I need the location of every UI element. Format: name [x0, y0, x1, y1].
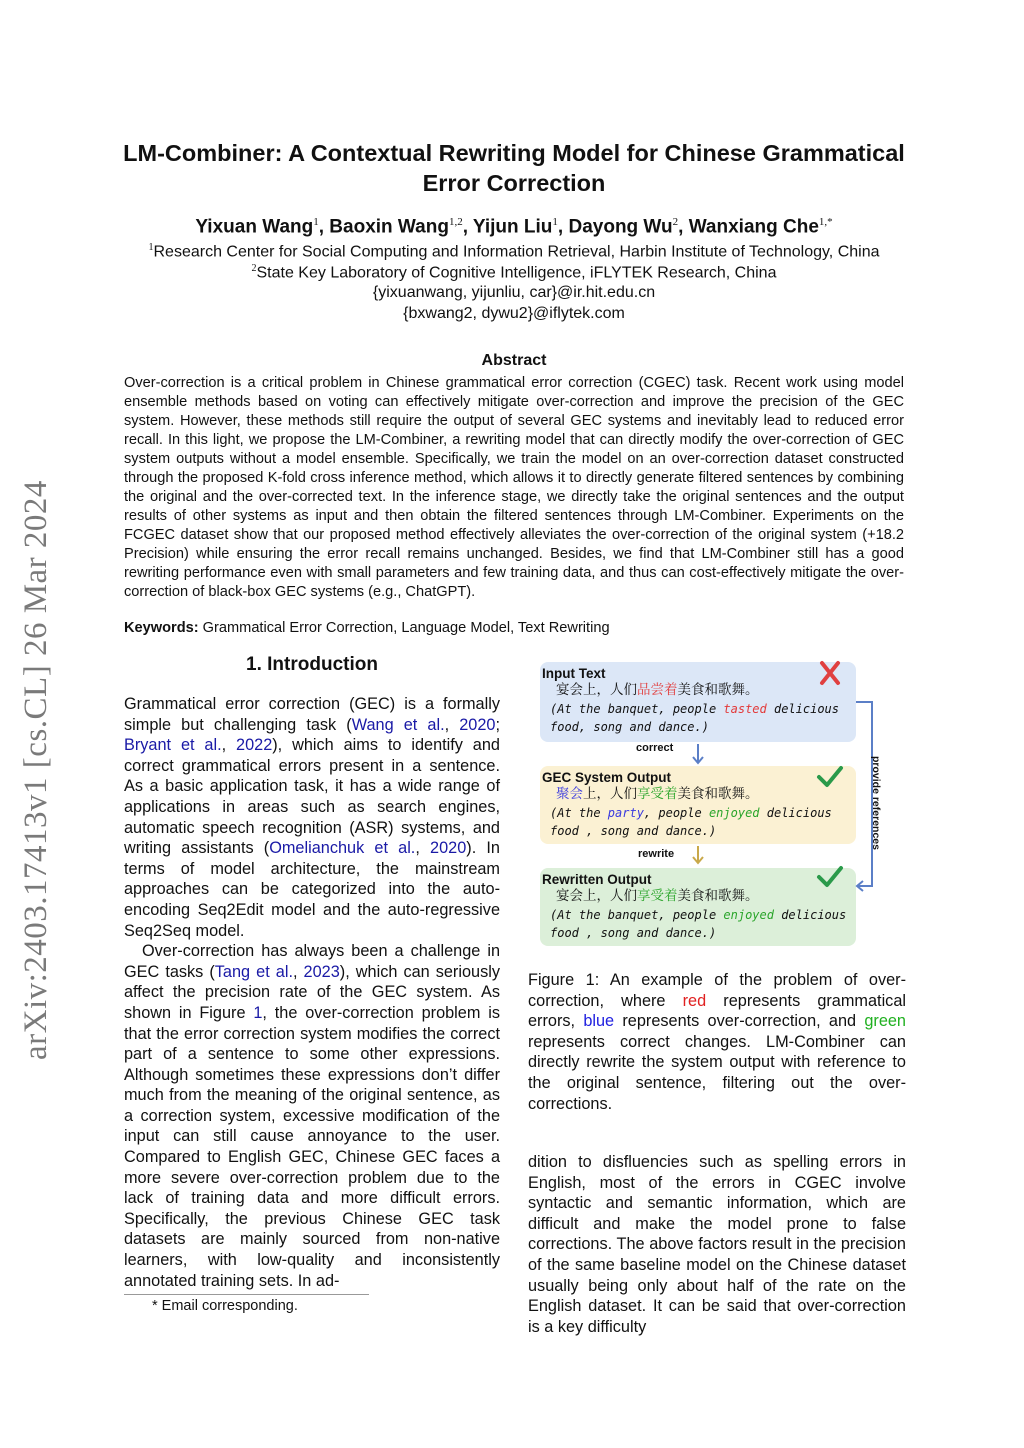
check-icon	[816, 864, 844, 890]
box-title: Rewritten Output	[542, 872, 652, 887]
text-run: Grammatical error correction (GEC) is a formally simple but challenging task (	[124, 695, 500, 734]
text-run: (At the	[550, 806, 608, 820]
citation-link[interactable]	[215, 963, 340, 981]
box-title: Input Text	[542, 666, 606, 681]
author-list: Yixuan Wang$^1$, Baoxin Wang$^{1,2}$, Yijun Liu$^1$, Dayong Wu$^2$, Wanxiang Che$^{1,*}$	[195, 216, 833, 238]
correct-change-span: 享受着	[637, 786, 678, 802]
footnote: * Email corresponding.	[152, 1298, 298, 1314]
chinese-sentence	[542, 681, 854, 700]
footnote-divider	[124, 1294, 369, 1295]
provide-references-label-box	[864, 756, 884, 866]
input-text-box	[540, 662, 856, 742]
text-run: represents over-correction, and	[614, 1012, 865, 1031]
paper-title: LM-Combiner: A Contextual Rewriting Model for Chinese Grammatical Error Correction	[123, 140, 905, 196]
text-run: 上，人们	[583, 786, 637, 802]
text-run: Figure 1: An example of the problem of over-correction, where	[528, 971, 906, 1010]
affiliation-text: State Key Laboratory of Cognitive Intelligence, iFLYTEK Research, China	[256, 264, 777, 282]
abstract-heading: Abstract	[481, 352, 547, 369]
correct-change-span: enjoyed	[723, 908, 774, 922]
text-run: delicious food , song and dance.)	[550, 908, 847, 940]
english-translation	[542, 804, 854, 840]
text-run: 宴会上，人们	[556, 888, 637, 904]
citation-link[interactable]	[269, 839, 466, 857]
text-run: represents correct changes. LM-Combiner can directly rewrite the system output with reference to the original sentence, filtering out the over-corrections.	[528, 1032, 906, 1113]
keywords-text: Grammatical Error Correction, Language Model, Text Rewriting	[202, 620, 610, 636]
arrow-down-icon	[688, 844, 708, 868]
text-run: 宴会上，人们	[556, 682, 637, 698]
email-line-2: {bxwang2, dywu2}@iflytek.com	[403, 305, 625, 322]
keywords-label: Keywords:	[124, 620, 199, 636]
overcorrection-span: 聚会	[556, 786, 583, 802]
citation-author: Omelianchuk et al.	[269, 839, 416, 858]
correct-change-span: enjoyed	[708, 806, 760, 820]
text-run: ,	[292, 962, 304, 981]
text-run: ). In terms of model architecture, the mainstream approaches can be categorized into the auto-encoding Seq2Edit model and the auto-regressive Seq2Seq model.	[124, 839, 500, 940]
author-name: Baoxin Wang	[329, 216, 449, 238]
author-affiliation-mark: 1,2	[448, 216, 463, 228]
text-run: Over-correction has always been a challenge in GEC tasks (	[124, 942, 500, 981]
intro-paragraph-1	[124, 694, 500, 941]
author-name: Wanxiang Che	[688, 216, 819, 238]
caption-red-word: red	[682, 991, 707, 1010]
author-name: Yijun Liu	[472, 216, 553, 238]
arrow-down-icon	[688, 742, 708, 768]
citation-year: 2022	[236, 736, 273, 755]
author-affiliation-mark: 1	[313, 216, 319, 228]
citation-author: Bryant et al.	[124, 736, 222, 755]
text-run: delicious food , song and dance.)	[550, 806, 832, 838]
author-name: Yixuan Wang	[195, 216, 314, 238]
citation-year: 2020	[430, 839, 467, 858]
chinese-sentence	[542, 887, 854, 906]
affiliation-text: Research Center for Social Computing and Information Retrieval, Harbin Institute of Technology, China	[153, 243, 880, 261]
caption-blue-word: blue	[583, 1012, 615, 1031]
affiliation-mark: 1	[148, 242, 154, 253]
text-run: , the over-correction problem is that the error correction system modifies the correct part of a sentence to some other expressions. Although sometimes these expressions don’t differ much from the meaning of the original sentence, as a correction system, excessive modification of the input can still cause annoyance to the user. Compared to English GEC, Chinese GEC faces a more severe over-correction problem due to the lack of training data and more difficult errors. Specifically, the previous Chinese GEC task datasets are mainly sourced from non-native learners, with low-quality and inconsistently annotated training sets. In ad-	[124, 1003, 500, 1290]
english-translation	[542, 906, 854, 942]
author-affiliation-mark: 1,*	[818, 216, 833, 228]
text-run: ,	[221, 736, 237, 755]
citation-link[interactable]	[124, 736, 272, 754]
citation-link[interactable]	[352, 716, 496, 734]
arxiv-stamp: arXiv:2403.17413v1 [cs.CL] 26 Mar 2024	[18, 480, 54, 1060]
error-span: 品尝着	[637, 682, 678, 698]
author-affiliation-mark: 2	[672, 216, 679, 228]
email-line-1: {yixuanwang, yijunliu, car}@ir.hit.edu.cn	[372, 284, 656, 301]
provide-references-label: provide references	[870, 756, 882, 850]
gec-system-output-box	[540, 766, 856, 844]
author-name: Dayong Wu	[568, 216, 673, 238]
text-run: 美食和歌舞。	[677, 888, 759, 904]
box-title: GEC System Output	[542, 770, 672, 785]
correct-change-span: 享受着	[637, 888, 678, 904]
text-run: ), which aims to identify and correct grammatical errors present in a sentence. As a basic application task, it has a wide range of applications in areas such as search engines, automatic speech recognition (ASR) systems, and writing assistants (	[124, 736, 500, 858]
english-translation	[542, 700, 854, 736]
intro-paragraph-2	[124, 941, 500, 1291]
affiliation-2	[100, 263, 928, 282]
citation-year: 2023	[303, 962, 340, 981]
text-run: , people	[643, 806, 709, 820]
affiliation-1	[100, 242, 928, 261]
author-affiliation-mark: 1	[552, 216, 558, 228]
citation-author: Wang et al.	[351, 715, 445, 734]
text-run: 美食和歌舞。	[677, 682, 759, 698]
affiliation-mark: 2	[251, 263, 257, 274]
text-run: (At the banquet, people	[550, 702, 724, 716]
intro-left-column	[124, 694, 500, 1291]
figure-1	[528, 656, 890, 956]
rewritten-output-box	[540, 868, 856, 946]
correct-arrow-label: correct	[636, 742, 674, 754]
citation-author: Tang et al.	[214, 962, 293, 981]
text-run: represents grammatical errors,	[528, 991, 906, 1031]
cross-icon	[818, 660, 842, 686]
keywords	[124, 620, 904, 636]
abstract-body: Over-correction is a critical problem in Chinese grammatical error correction (CGEC) task. Recent work using model ensemble methods based on voting can effectively mitigate over-correction and improve the precision of the GEC system. However, these methods still require the output of several GEC systems and inevitably lead to reduced error recall. In this light, we propose the LM-Combiner, a rewriting model that can directly modify the over-correction of GEC system outputs without a model ensemble. Specifically, we train the model on an over-correction dataset constructed through the proposed K-fold cross inference method, which allows it to directly generate filtered sentences by combining the original and the over-corrected text. In the inference stage, we directly take the original sentences and the output results of other systems as input and then obtain the filtered sentences through LM-Combiner. Experiments on the FCGEC dataset show that our proposed method effectively alleviates the over-correction of the original system (+18.2 Precision) while ensuring the error recall remains unchanged. Besides, we find that LM-Combiner still has a good rewriting performance even with small parameters and few training data, and thus can cost-effectively mitigate the over-correction of black-box GEC systems (e.g., ChatGPT).	[124, 375, 904, 600]
intro-right-column: dition to disfluencies such as spelling errors in English, most of the errors in CGEC involve syntactic and semantic information, which are difficult and make the model prone to false corrections. The above factors result in the precision of the same baseline model on the Chinese dataset usually being only about half of the rate on the English dataset. It can be said that over-correction is a key difficulty	[528, 1153, 906, 1336]
citation-year: 2020	[459, 715, 496, 734]
caption-green-word: green	[864, 1012, 906, 1031]
rewrite-arrow-label: rewrite	[638, 848, 675, 860]
figure-caption	[528, 970, 906, 1114]
overcorrection-span: party	[607, 806, 644, 820]
text-run: delicious food, song and dance.)	[550, 702, 839, 734]
text-run: ,	[415, 839, 431, 858]
text-run: ;	[495, 715, 500, 734]
text-run: 美食和歌舞。	[677, 786, 759, 802]
text-run: ,	[444, 715, 460, 734]
chinese-sentence	[542, 785, 854, 804]
text-run: (At the banquet, people	[550, 908, 724, 922]
section-heading: 1. Introduction	[246, 654, 378, 675]
figure-ref-link[interactable]: 1	[253, 1003, 263, 1022]
text-run: ), which can seriously affect the precision rate of the GEC system. As shown in Figure	[124, 962, 500, 1022]
error-span: tasted	[723, 702, 767, 716]
check-icon	[816, 764, 844, 790]
